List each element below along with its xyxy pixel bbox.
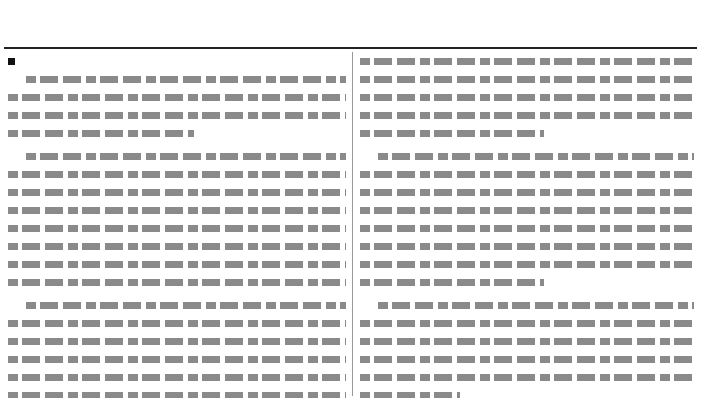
text-line [378, 147, 694, 165]
text-line [8, 165, 346, 183]
text-line [8, 124, 346, 142]
column-divider [352, 52, 353, 396]
text-line [360, 70, 694, 88]
text-line [378, 296, 694, 314]
text-line [360, 219, 694, 237]
text-line [8, 237, 346, 255]
right-paragraph-3 [360, 296, 694, 398]
text-line [26, 147, 346, 165]
text-line [360, 273, 694, 291]
text-line [8, 368, 346, 386]
right-paragraph-1 [360, 52, 694, 142]
text-line [8, 201, 346, 219]
text-line [8, 183, 346, 201]
text-line [360, 52, 694, 70]
headline [0, 0, 701, 46]
text-line [360, 314, 694, 332]
text-line [8, 88, 346, 106]
text-line [8, 273, 346, 291]
left-paragraph-2 [8, 147, 346, 291]
text-line [8, 255, 346, 273]
left-paragraph-1 [8, 70, 346, 142]
text-line [8, 314, 346, 332]
text-line [360, 88, 694, 106]
text-line [8, 219, 346, 237]
text-line [26, 296, 346, 314]
text-line [360, 106, 694, 124]
text-line [360, 124, 694, 142]
text-line [360, 368, 694, 386]
text-line [360, 350, 694, 368]
text-line [360, 332, 694, 350]
text-line [8, 332, 346, 350]
byline [8, 52, 346, 70]
headline-rule [4, 47, 697, 49]
square-bullet-icon [8, 58, 15, 65]
text-line [360, 183, 694, 201]
text-line [8, 350, 346, 368]
left-paragraph-3 [8, 296, 346, 398]
text-line [8, 106, 346, 124]
text-line [360, 386, 694, 398]
right-column [360, 52, 694, 398]
left-column [8, 52, 346, 398]
text-line [26, 70, 346, 88]
text-line [360, 255, 694, 273]
text-line [360, 201, 694, 219]
text-line [8, 386, 346, 398]
right-paragraph-2 [360, 147, 694, 291]
text-line [360, 165, 694, 183]
text-line [360, 237, 694, 255]
